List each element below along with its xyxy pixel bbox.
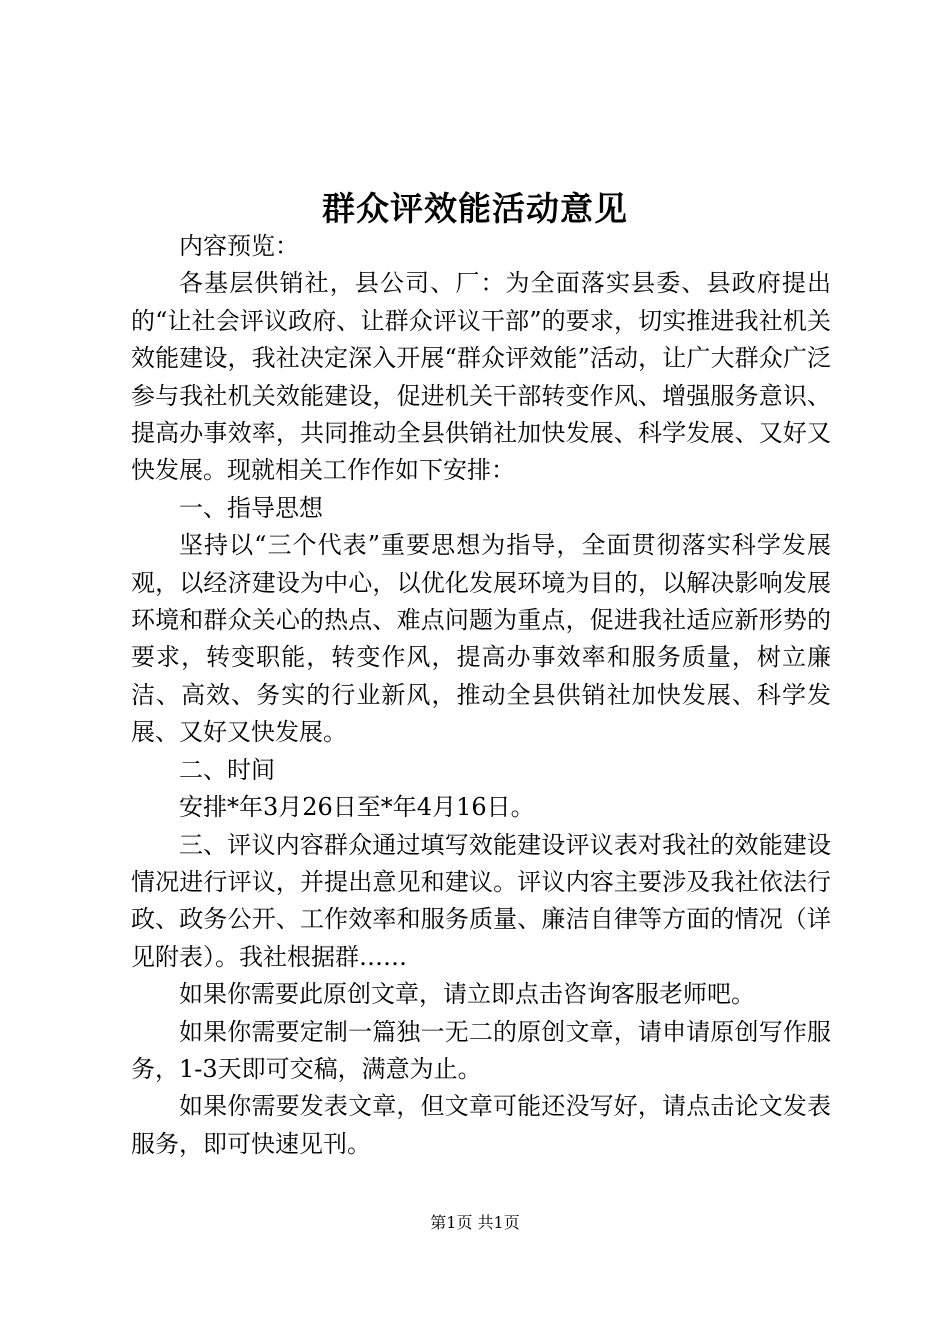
promo-custom-writing-link[interactable]: 如果你需要定制一篇独一无二的原创文章，请申请原创写作服务，1-3天即可交稿，满意为止。 <box>131 1017 831 1083</box>
guiding-ideology-paragraph: 坚持以“三个代表”重要思想为指导，全面贯彻落实科学发展观，以经济建设为中心，以优化发展环境为目的，以解决影响发展环境和群众关心的热点、难点问题为重点，促进我社适应新形势的要求，转变职能，转变作风，提高办事效率和服务质量，树立廉洁、高效、务实的行业新风，推动全县供销社加快发展、科学发展、又好又快发展。 <box>131 531 831 747</box>
section-heading-time: 二、时间 <box>179 755 275 784</box>
page-number-footer: 第1页 共1页 <box>430 1213 520 1232</box>
document-title: 群众评效能活动意见 <box>322 189 628 228</box>
section-heading-guiding-ideology: 一、指导思想 <box>179 493 323 522</box>
evaluation-content-paragraph: 三、评议内容群众通过填写效能建设评议表对我社的效能建设情况进行评议，并提出意见和建议。评议内容主要涉及我社依法行政、政务公开、工作效率和服务质量、廉洁自律等方面的情况（详见附表）。我社根据群…… <box>131 830 831 971</box>
intro-paragraph: 各基层供销社，县公司、厂：为全面落实县委、县政府提出的“让社会评议政府、让群众评议干部”的要求，切实推进我社机关效能建设，我社决定深入开展“群众评效能”活动，让广大群众广泛参与我社机关效能建设，促进机关干部转变作风、增强服务意识、提高办事效率，共同推动全县供销社加快发展、科学发展、又好又快发展。现就相关工作作如下安排： <box>131 269 831 485</box>
time-paragraph: 安排*年3月26日至*年4月16日。 <box>179 793 535 822</box>
promo-publishing-link[interactable]: 如果你需要发表文章，但文章可能还没写好，请点击论文发表服务，即可快速见刊。 <box>131 1092 831 1158</box>
document-body <box>131 228 831 1163</box>
preview-label: 内容预览： <box>179 232 299 260</box>
promo-consult-link[interactable]: 如果你需要此原创文章，请立即点击咨询客服老师吧。 <box>179 980 755 1009</box>
